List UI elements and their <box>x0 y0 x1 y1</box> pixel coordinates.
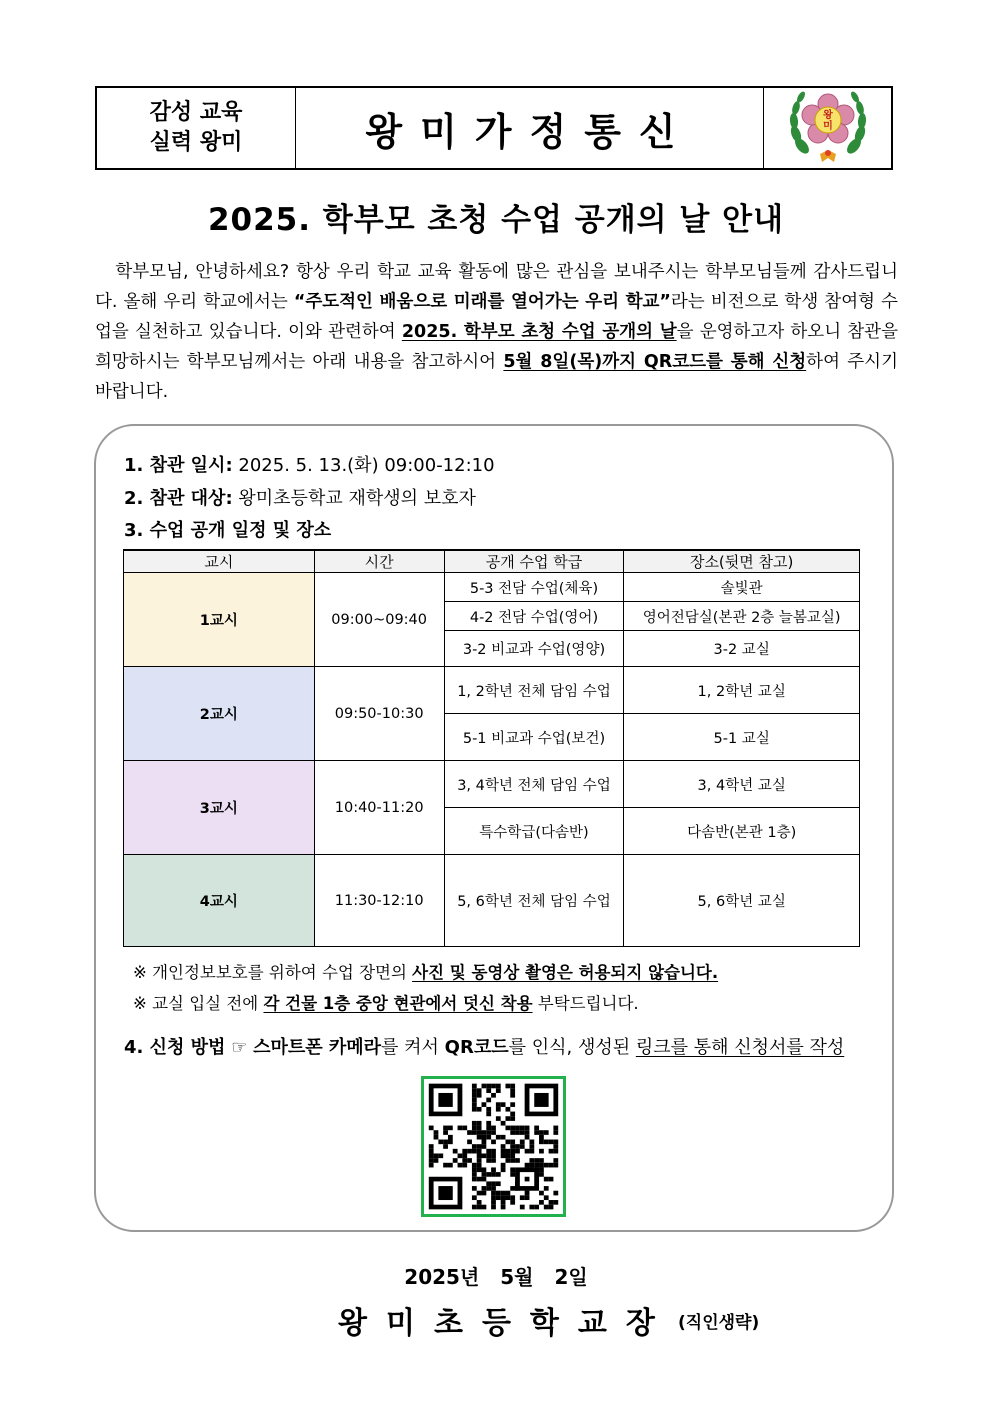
shoe-note-emphasis: 각 건물 1층 중앙 현관에서 덧신 착용 <box>263 994 533 1013</box>
location-cell: 영어전담실(본관 2층 늘봄교실) <box>624 602 860 631</box>
period-cell: 2교시 <box>124 667 315 761</box>
newsletter-header <box>95 86 893 170</box>
class-cell: 1, 2학년 전체 담임 수업 <box>444 667 624 714</box>
class-cell: 4-2 전담 수업(영어) <box>444 602 624 631</box>
class-cell: 3-2 비교과 수업(영양) <box>444 631 624 667</box>
motto-line2: 실력 왕미 <box>149 130 243 155</box>
application-deadline: 5월 8일(목)까지 QR코드를 통해 신청 <box>503 352 807 372</box>
table-row <box>124 573 860 602</box>
table-row <box>124 667 860 714</box>
header-period: 교시 <box>124 550 315 573</box>
apply-method <box>124 1033 844 1059</box>
apply-text-2: 를 인식, 생성된 <box>508 1037 636 1058</box>
newsletter-title: 왕미가정통신 <box>296 88 764 168</box>
school-motto <box>97 88 296 168</box>
period-cell: 4교시 <box>124 855 315 947</box>
apply-text-1: 를 켜서 <box>381 1037 445 1058</box>
privacy-note <box>133 959 718 983</box>
period-cell: 3교시 <box>124 761 315 855</box>
schedule-label: 3. 수업 공개 일정 및 장소 <box>124 520 332 541</box>
header-class: 공개 수업 학급 <box>444 550 624 573</box>
class-cell: 특수학급(다솜반) <box>444 808 624 855</box>
time-cell: 09:00~09:40 <box>314 573 444 667</box>
table-row <box>124 855 860 947</box>
visit-date-label: 1. 참관 일시: <box>124 455 233 476</box>
schedule-heading <box>124 516 331 542</box>
intro-text-3: 을 운영하고자 하오니 참관을 희망하시는 학부모님께서는 아래 내용을 참고하시어 <box>95 322 898 372</box>
privacy-note-text: ※ 개인정보보호를 위하여 수업 장면의 <box>133 963 413 982</box>
visit-target <box>124 484 476 510</box>
apply-label: 4. 신청 방법 <box>124 1037 226 1058</box>
time-cell: 11:30-12:10 <box>314 855 444 947</box>
apply-link: 링크를 통해 신청서를 작성 <box>635 1037 845 1058</box>
time-cell: 09:50-10:30 <box>314 667 444 761</box>
apply-camera: 스마트폰 카메라 <box>253 1037 382 1058</box>
location-cell: 3-2 교실 <box>624 631 860 667</box>
location-cell: 솔빛관 <box>624 573 860 602</box>
pointing-hand-icon: ☞ <box>231 1037 248 1058</box>
location-cell: 5-1 교실 <box>624 714 860 761</box>
privacy-note-emphasis: 사진 및 동영상 촬영은 허용되지 않습니다. <box>412 963 719 982</box>
issue-date: 2025년 5월 2일 <box>404 1265 588 1289</box>
header-time: 시간 <box>314 550 444 573</box>
visit-date <box>124 451 495 477</box>
location-cell: 1, 2학년 교실 <box>624 667 860 714</box>
location-cell: 5, 6학년 교실 <box>624 855 860 947</box>
schedule-table <box>123 549 860 947</box>
table-header-row <box>124 550 860 573</box>
location-cell: 3, 4학년 교실 <box>624 761 860 808</box>
motto-line1: 감성 교육 <box>149 100 243 125</box>
shoe-note-text: ※ 교실 입실 전에 <box>133 994 264 1013</box>
class-cell: 5, 6학년 전체 담임 수업 <box>444 855 624 947</box>
class-cell: 5-3 전담 수업(체육) <box>444 573 624 602</box>
main-title: 2025. 학부모 초청 수업 공개의 날 안내 <box>207 202 785 238</box>
header-location: 장소(뒷면 참고) <box>624 550 860 573</box>
table-row <box>124 761 860 808</box>
location-cell: 다솜반(본관 1층) <box>624 808 860 855</box>
period-cell: 1교시 <box>124 573 315 667</box>
emblem-icon <box>780 88 876 168</box>
class-cell: 3, 4학년 전체 담임 수업 <box>444 761 624 808</box>
visit-target-value: 왕미초등학교 재학생의 보호자 <box>238 488 476 509</box>
intro-paragraph <box>95 257 898 407</box>
principal-signature: 왕미초등학교장 <box>338 1306 674 1341</box>
svg-text:미: 미 <box>822 121 833 132</box>
intro-text-1: 학부모님, 안녕하세요? 항상 우리 학교 교육 활동에 많은 관심을 보내주시는 학부모님들께 감사드립니다. 올해 우리 학교에서는 <box>95 262 898 312</box>
qr-code-icon <box>424 1079 563 1214</box>
school-vision: “주도적인 배움으로 미래를 열어가는 우리 학교” <box>293 292 671 312</box>
school-emblem <box>764 88 891 168</box>
qr-code[interactable] <box>421 1076 566 1217</box>
seal-omitted-note: (직인생략) <box>678 1313 760 1333</box>
visit-target-label: 2. 참관 대상: <box>124 488 233 509</box>
class-cell: 5-1 비교과 수업(보건) <box>444 714 624 761</box>
intro-text-2: 라는 비전으로 학생 참여형 수업을 실천하고 있습니다. 이와 관련하여 <box>95 292 898 342</box>
time-cell: 10:40-11:20 <box>314 761 444 855</box>
event-name: 2025. 학부모 초청 수업 공개의 날 <box>401 322 677 342</box>
shoe-note-post: 부탁드립니다. <box>532 994 639 1013</box>
visit-date-value: 2025. 5. 13.(화) 09:00-12:10 <box>238 455 495 476</box>
svg-text:왕: 왕 <box>822 110 833 121</box>
apply-qr: QR코드 <box>444 1037 509 1058</box>
shoe-cover-note <box>133 990 639 1014</box>
intro-text-4: 하여 주시기 바랍니다. <box>95 352 898 402</box>
